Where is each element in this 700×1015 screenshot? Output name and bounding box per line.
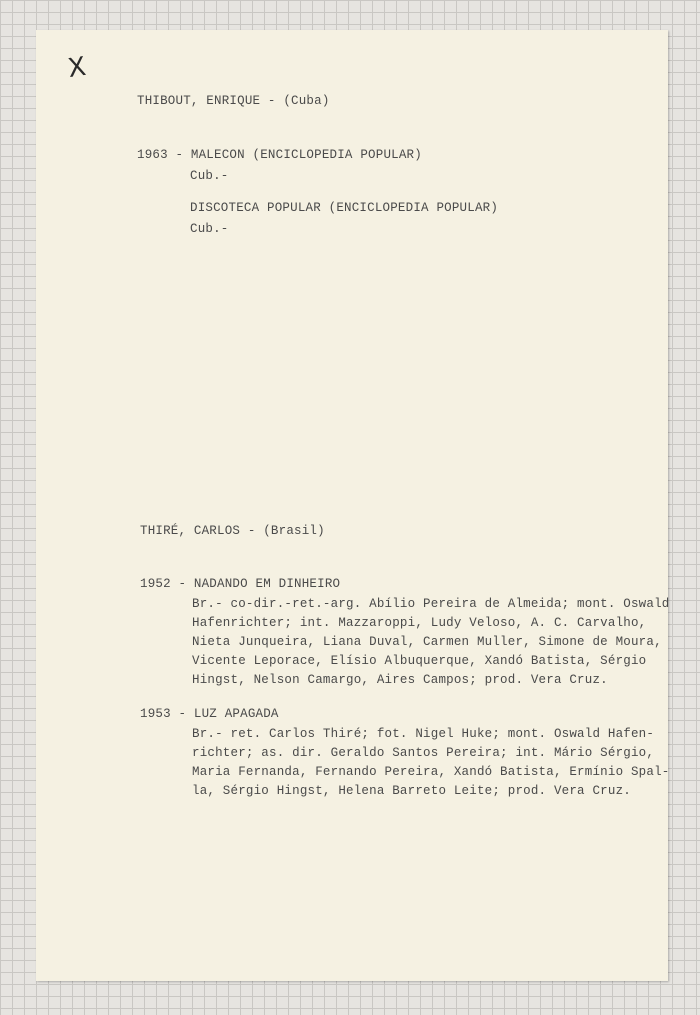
work-detail: Hafenrichter; int. Mazzaroppi, Ludy Veloso, A. C. Carvalho, [192, 616, 647, 630]
work-detail: Cub.- [190, 169, 229, 183]
work-title: DISCOTECA POPULAR (ENCICLOPEDIA POPULAR) [190, 201, 499, 215]
work-detail: Maria Fernanda, Fernando Pereira, Xandó Batista, Ermínio Spal- [192, 765, 670, 779]
work-detail: Hingst, Nelson Camargo, Aires Campos; prod. Vera Cruz. [192, 673, 608, 687]
handwritten-x-mark: X [65, 51, 88, 85]
work-detail: richter; as. dir. Geraldo Santos Pereira; int. Mário Sérgio, [192, 746, 655, 760]
work-detail: Br.- ret. Carlos Thiré; fot. Nigel Huke; mont. Oswald Hafen- [192, 727, 655, 741]
work-title: 1963 - MALECON (ENCICLOPEDIA POPULAR) [137, 148, 422, 162]
index-card [36, 30, 668, 981]
work-detail: la, Sérgio Hingst, Helena Barreto Leite; prod. Vera Cruz. [192, 784, 631, 798]
work-detail: Nieta Junqueira, Liana Duval, Carmen Muller, Simone de Moura, [192, 635, 662, 649]
work-detail: Vicente Leporace, Elísio Albuquerque, Xandó Batista, Sérgio [192, 654, 647, 668]
work-detail: Br.- co-dir.-ret.-arg. Abílio Pereira de Almeida; mont. Oswald [192, 597, 670, 611]
entry-heading: THIRÉ, CARLOS - (Brasil) [140, 524, 325, 538]
work-title: 1952 - NADANDO EM DINHEIRO [140, 577, 341, 591]
entry-heading: THIBOUT, ENRIQUE - (Cuba) [137, 94, 330, 108]
work-title: 1953 - LUZ APAGADA [140, 707, 279, 721]
work-detail: Cub.- [190, 222, 229, 236]
